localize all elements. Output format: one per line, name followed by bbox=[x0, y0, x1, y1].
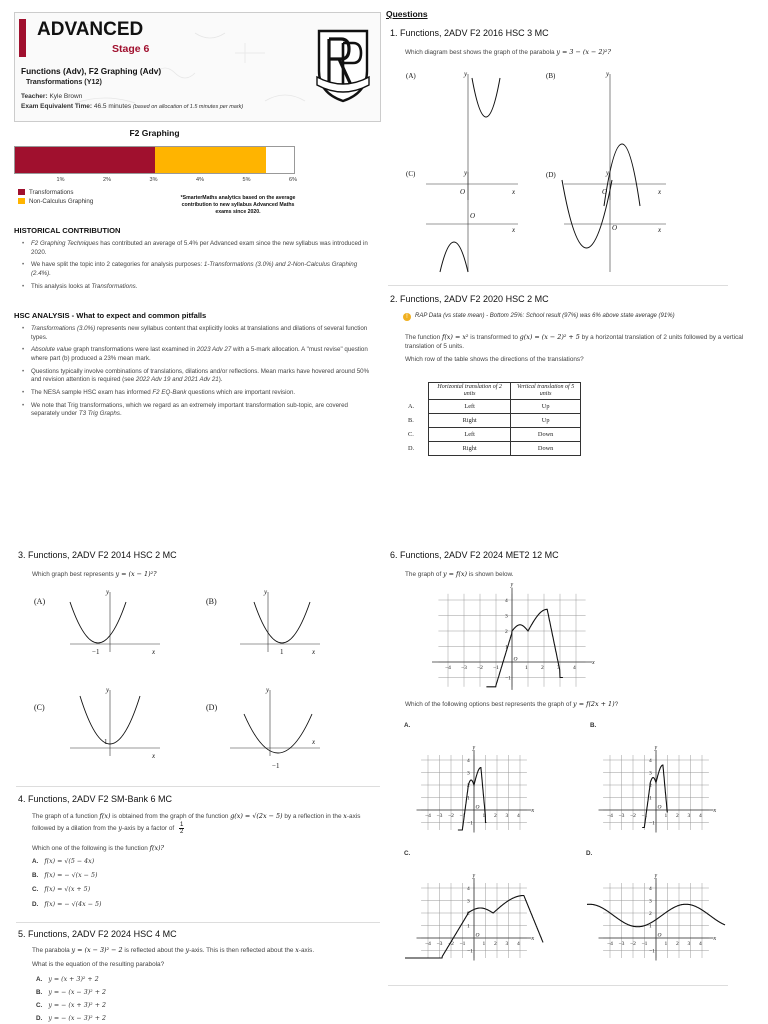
svg-text:O: O bbox=[657, 932, 662, 939]
tick-label: 2 bbox=[467, 911, 470, 917]
svg-text:y: y bbox=[606, 70, 610, 78]
tick-label: −1 bbox=[649, 820, 655, 827]
q5-title: 5. Functions, 2ADV F2 2024 HSC 4 MC bbox=[18, 929, 177, 939]
tick-label: −3 bbox=[461, 665, 467, 671]
tick-label: 2 bbox=[494, 941, 497, 947]
chart-x-ticks bbox=[14, 177, 295, 185]
q3-title: 3. Functions, 2ADV F2 2014 HSC 2 MC bbox=[18, 550, 177, 560]
tick-label: 2 bbox=[505, 629, 508, 635]
q3-label-b: (B) bbox=[206, 597, 217, 606]
svg-text:x: x bbox=[312, 648, 316, 656]
tick-label: −1 bbox=[493, 665, 499, 671]
tick-label: −3 bbox=[436, 941, 443, 947]
table-row: D. Right Down bbox=[404, 441, 581, 455]
q3-label-d: (D) bbox=[206, 703, 218, 712]
legend-item-transformations: Transformations bbox=[18, 189, 93, 198]
table-row: B. Right Up bbox=[404, 413, 581, 427]
tick-label: 2 bbox=[649, 783, 652, 789]
tick-label: 3 bbox=[467, 898, 470, 905]
table-row: A. Left Up bbox=[404, 399, 581, 413]
q5-question: What is the equation of the resulting parabola? bbox=[32, 961, 165, 968]
q4-text: The graph of a function f(x) is obtained from the graph of the function g(x) = √(2x − 5) by a reflection in the x-axis followed by a dilation from the y-axis by a factor of $\frac{1}{2}$ bbox=[32, 812, 361, 835]
tick-label: 4 bbox=[517, 941, 520, 947]
q4-option-b[interactable]: B. f(x) = − √(x − 5) bbox=[32, 872, 98, 879]
list-item: • F2 Graphing Techniques has contributed an average of 5.4% per Advanced exam since the new syllabus was introduced in 2020. bbox=[22, 240, 378, 257]
q6-text: The graph of y = f(x) is shown below. bbox=[405, 570, 514, 578]
tick-label: −2 bbox=[477, 665, 483, 671]
fraction: $\frac{1}{2}$ bbox=[179, 821, 184, 835]
tick-label: −4 bbox=[425, 813, 431, 819]
bar-transformations bbox=[15, 147, 155, 173]
q1-graphs-cd bbox=[396, 166, 696, 276]
svg-text:y: y bbox=[264, 588, 268, 596]
tick-label: 3 bbox=[687, 941, 691, 947]
tick-label: −3 bbox=[618, 813, 625, 819]
chart-tick-label: 4% bbox=[196, 177, 204, 183]
q3-label-a: (A) bbox=[34, 597, 46, 606]
historical-list bbox=[22, 240, 378, 295]
tick-label: 3 bbox=[505, 613, 508, 620]
tick-label: 2 bbox=[649, 911, 652, 917]
tick-label: 1 bbox=[525, 665, 528, 671]
svg-text:x: x bbox=[512, 226, 516, 234]
svg-text:y: y bbox=[464, 169, 468, 177]
svg-text:y: y bbox=[266, 686, 270, 694]
tick-label: 4 bbox=[467, 758, 470, 764]
q6-label-a: A. bbox=[404, 722, 411, 729]
q5-text: The parabola y = (x − 3)² − 2 is reflected about the y-axis. This is then reflected about the x-axis. bbox=[32, 946, 315, 954]
tick-label: 4 bbox=[517, 813, 520, 819]
q2-table: Horizontal translation of 2 units Vertical translation of 5 units A. Left Up B. Right Up C. Left Down D. Right Down bbox=[404, 382, 581, 456]
svg-text:1: 1 bbox=[104, 738, 108, 746]
tick-label: 2 bbox=[676, 813, 679, 819]
svg-text:x: x bbox=[658, 188, 662, 196]
tick-label: −1 bbox=[467, 948, 473, 955]
list-item: • Questions typically involve combinations of translations, dilations and/or reflections. Mean marks have hovered around 50% and revision attention is required (see 2022 Adv 19 and 2021 Adv 21). bbox=[22, 368, 378, 385]
tick-label: 2 bbox=[676, 941, 679, 947]
tick-label: −2 bbox=[448, 941, 454, 947]
svg-text:1: 1 bbox=[280, 648, 284, 656]
tick-label: −3 bbox=[618, 941, 625, 947]
list-item: • Transformations (3.0%) represents new syllabus content that explicitly looks at translations and dilations of several function types. bbox=[22, 325, 378, 342]
divider bbox=[16, 786, 380, 787]
svg-text:x: x bbox=[713, 936, 717, 942]
q6-main-graph bbox=[428, 582, 610, 690]
tick-label: −3 bbox=[436, 813, 443, 819]
tick-label: 1 bbox=[505, 644, 508, 651]
q1-label-d: (D) bbox=[546, 171, 556, 179]
svg-text:x: x bbox=[592, 660, 595, 666]
topic-title: Functions (Adv), F2 Graphing (Adv) bbox=[21, 66, 162, 76]
q6-option-d-graph bbox=[586, 866, 736, 958]
q1-label-c: (C) bbox=[406, 170, 416, 178]
svg-text:x: x bbox=[312, 738, 316, 746]
tick-label: −1 bbox=[649, 948, 655, 955]
chart-tick-label: 3% bbox=[149, 177, 158, 183]
svg-text:y: y bbox=[106, 686, 110, 694]
chart-note: *SmarterMaths analytics based on the average contribution to new syllabus Advanced Maths exams since 2020. bbox=[180, 195, 296, 216]
header-box bbox=[14, 12, 381, 122]
q6-title: 6. Functions, 2ADV F2 2024 MET2 12 MC bbox=[390, 550, 559, 560]
stage-label: Stage 6 bbox=[112, 43, 150, 55]
q1-text: Which diagram best shows the graph of the parabola y = 3 − (x − 2)²? bbox=[405, 48, 611, 56]
tick-label: 4 bbox=[649, 886, 652, 892]
tick-label: 1 bbox=[649, 923, 652, 930]
q6-option-b-graph bbox=[586, 738, 736, 830]
svg-text:x: x bbox=[152, 752, 156, 760]
tick-label: −4 bbox=[425, 941, 431, 947]
tick-label: 4 bbox=[573, 665, 576, 671]
stacked-bar-chart bbox=[14, 146, 295, 174]
q3-text: Which graph best represents y = (x − 1)²? bbox=[32, 570, 157, 578]
tick-label: 1 bbox=[649, 795, 652, 802]
tick-label: −2 bbox=[630, 941, 636, 947]
svg-text:y: y bbox=[510, 582, 514, 589]
tick-label: −2 bbox=[448, 813, 454, 819]
svg-text:y: y bbox=[654, 744, 658, 751]
svg-text:O: O bbox=[475, 804, 480, 811]
q2-title: 2. Functions, 2ADV F2 2020 HSC 2 MC bbox=[390, 294, 549, 304]
tick-label: 3 bbox=[505, 813, 509, 819]
chart-tick-label: 6% bbox=[289, 177, 297, 183]
q3-label-c: (C) bbox=[34, 703, 45, 712]
table-row: C. Left Down bbox=[404, 427, 581, 441]
tick-label: 3 bbox=[505, 941, 509, 947]
svg-text:O: O bbox=[602, 188, 608, 196]
tick-label: −1 bbox=[641, 941, 648, 947]
svg-text:y: y bbox=[654, 872, 658, 879]
svg-text:y: y bbox=[472, 744, 476, 751]
tick-label: 2 bbox=[541, 665, 544, 671]
brand-title: ADVANCED bbox=[37, 19, 144, 40]
tick-label: 1 bbox=[482, 941, 486, 947]
tick-label: −4 bbox=[607, 941, 613, 947]
tick-label: 1 bbox=[467, 795, 470, 802]
tick-label: 2 bbox=[467, 783, 470, 789]
q4-option-c[interactable]: C. f(x) = √(x + 5) bbox=[32, 886, 91, 893]
divider bbox=[388, 985, 728, 986]
tick-label: 1 bbox=[664, 813, 668, 819]
tick-label: 3 bbox=[557, 665, 560, 671]
q5-option-c[interactable]: C. y = − (x + 3)² + 2 bbox=[36, 1002, 106, 1009]
analysis-heading: HSC ANALYSIS - What to expect and common pitfalls bbox=[14, 311, 207, 320]
svg-text:O: O bbox=[513, 656, 518, 663]
time-line: Exam Equivalent Time: 46.5 minutes (based on allocation of 1.5 minutes per mark) bbox=[21, 103, 244, 110]
q2-question: Which row of the table shows the directions of the translations? bbox=[405, 356, 584, 363]
svg-text:x: x bbox=[531, 808, 535, 814]
svg-text:O: O bbox=[657, 804, 662, 811]
q4-option-a[interactable]: A. f(x) = √(5 − 4x) bbox=[32, 858, 95, 865]
svg-text:x: x bbox=[658, 226, 662, 234]
school-crest-icon bbox=[315, 27, 371, 105]
tick-label: −4 bbox=[445, 665, 451, 671]
q1-label-a: (A) bbox=[406, 72, 416, 80]
tick-label: −1 bbox=[505, 675, 511, 682]
tick-label: 4 bbox=[467, 886, 470, 892]
tick-label: 2 bbox=[494, 813, 497, 819]
analysis-list bbox=[22, 325, 378, 423]
tick-label: 4 bbox=[699, 941, 702, 947]
tick-label: 3 bbox=[687, 813, 691, 819]
svg-text:O: O bbox=[470, 212, 476, 220]
chart-legend bbox=[18, 189, 93, 206]
svg-text:x: x bbox=[152, 648, 156, 656]
q6-option-a-graph bbox=[404, 738, 554, 830]
q4-question: Which one of the following is the function f(x)? bbox=[32, 844, 164, 852]
tick-label: 4 bbox=[649, 758, 652, 764]
q4-title: 4. Functions, 2ADV F2 SM-Bank 6 MC bbox=[18, 794, 173, 804]
chart-tick-label: 5% bbox=[242, 177, 251, 183]
tick-label: 3 bbox=[467, 770, 470, 777]
list-item: • We have split the topic into 2 categories for analysis purposes: 1-Transformations (3.0%) and 2-Non-Calculus Graphing (2.4%). bbox=[22, 261, 378, 278]
svg-text:−1: −1 bbox=[92, 648, 100, 656]
brand-bar bbox=[19, 19, 26, 57]
divider bbox=[16, 922, 380, 923]
tick-label: −1 bbox=[467, 820, 473, 827]
questions-label: Questions bbox=[386, 9, 428, 19]
svg-text:x: x bbox=[512, 188, 516, 196]
q3-graphs bbox=[30, 584, 330, 784]
tick-label: 4 bbox=[505, 598, 508, 604]
q5-option-b[interactable]: B. y = − (x − 3)² + 2 bbox=[36, 989, 106, 996]
svg-text:y: y bbox=[106, 588, 110, 596]
q4-option-d[interactable]: D. f(x) = − √(4x − 5) bbox=[32, 901, 102, 908]
q2-text: The function f(x) = x² is transformed to g(x) = (x − 2)² + 5 by a horizontal translation of 2 units followed by a vertical translation of 5 units. bbox=[405, 333, 744, 350]
list-item: • This analysis looks at Transformations. bbox=[22, 283, 378, 292]
q5-option-a[interactable]: A. y = (x + 3)² + 2 bbox=[36, 976, 99, 983]
tick-label: 3 bbox=[649, 898, 652, 905]
svg-text:O: O bbox=[612, 224, 618, 232]
svg-text:y: y bbox=[472, 872, 476, 879]
q1-label-b: (B) bbox=[546, 72, 556, 80]
q6-label-b: B. bbox=[590, 722, 597, 729]
q2-rap-note: ! RAP Data (vs state mean) - Bottom 25%: School result (97%) was 6% above state average (91%) bbox=[403, 313, 675, 321]
q6-question: Which of the following options best represents the graph of y = f(2x + 1)? bbox=[405, 700, 619, 708]
list-item: • Absolute value graph transformations were last examined in 2023 Adv 27 with a 5-mark allocation. A "must revise" question where part (b) produced a 23% mean mark. bbox=[22, 346, 378, 363]
svg-text:x: x bbox=[531, 936, 535, 942]
divider bbox=[388, 285, 728, 286]
q6-label-d: D. bbox=[586, 850, 593, 857]
svg-text:O: O bbox=[460, 188, 466, 196]
info-icon: ! bbox=[403, 313, 411, 321]
chart-tick-label: 2% bbox=[103, 177, 111, 183]
teacher-line: Teacher: Kyle Brown bbox=[21, 93, 83, 100]
function-curve bbox=[486, 609, 563, 687]
q5-option-d[interactable]: D. y = − (x − 3)² + 2 bbox=[36, 1015, 106, 1022]
svg-text:x: x bbox=[713, 808, 717, 814]
q6-option-c-graph bbox=[404, 866, 554, 958]
tick-label: 1 bbox=[482, 813, 486, 819]
tick-label: −4 bbox=[607, 813, 613, 819]
q1-title: 1. Functions, 2ADV F2 2016 HSC 3 MC bbox=[390, 28, 549, 38]
tick-label: 3 bbox=[649, 770, 652, 777]
tick-label: 1 bbox=[664, 941, 668, 947]
svg-text:−1: −1 bbox=[272, 762, 280, 770]
svg-text:y: y bbox=[464, 70, 468, 78]
chart-tick-label: 1% bbox=[56, 177, 65, 183]
tick-label: −1 bbox=[641, 813, 648, 819]
tick-label: −1 bbox=[459, 813, 466, 819]
legend-item-non-calculus: Non-Calculus Graphing bbox=[18, 198, 93, 207]
q6-label-c: C. bbox=[404, 850, 411, 857]
tick-label: 1 bbox=[467, 923, 470, 930]
svg-text:y: y bbox=[606, 169, 610, 177]
list-item: • The NESA sample HSC exam has informed F2 EQ-Bank questions which are important revision. bbox=[22, 389, 378, 398]
subtopic-title: Transformations (Y12) bbox=[26, 77, 102, 86]
bar-non-calculus-graphing bbox=[155, 147, 267, 173]
tick-label: 4 bbox=[699, 813, 702, 819]
svg-text:O: O bbox=[475, 932, 480, 939]
tick-label: −2 bbox=[630, 813, 636, 819]
historical-heading: HISTORICAL CONTRIBUTION bbox=[14, 226, 121, 235]
list-item: • We note that Trig transformations, which we regard as an extremely important transformation sub-topic, are covered separately under T3 Trig Graphs. bbox=[22, 402, 378, 419]
tick-label: −1 bbox=[459, 941, 466, 947]
chart-title: F2 Graphing bbox=[129, 128, 180, 138]
